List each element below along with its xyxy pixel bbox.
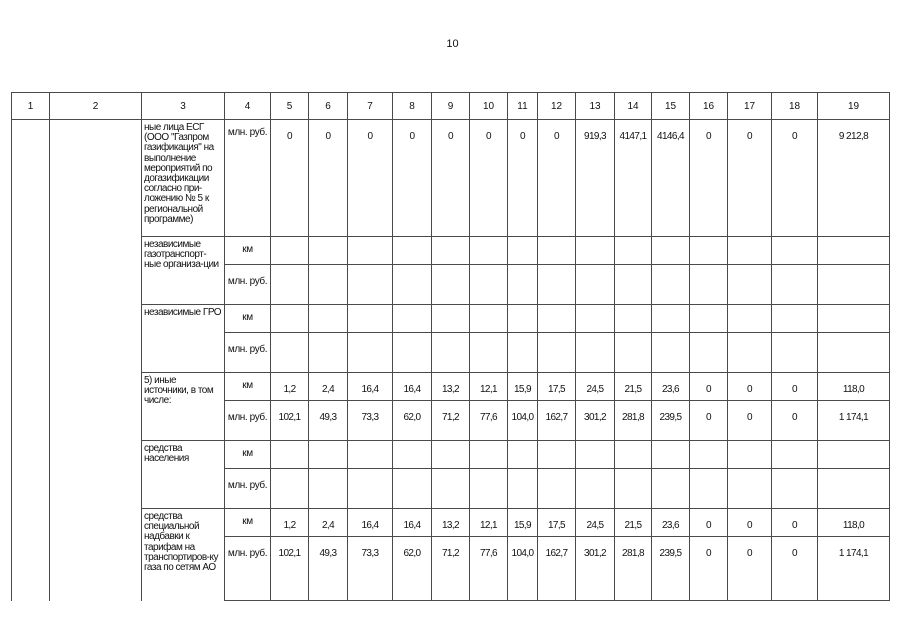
value-cell [348, 469, 393, 509]
column-number: 17 [728, 93, 772, 120]
value-cell: 49,3 [309, 537, 348, 601]
value-cell [508, 441, 538, 469]
value-cell [690, 305, 728, 333]
column-number: 3 [142, 93, 225, 120]
value-cell: 104,0 [508, 401, 538, 441]
value-cell [615, 237, 652, 265]
value-cell: 102,1 [271, 537, 309, 601]
unit-cell: млн. руб. [225, 469, 271, 509]
value-cell [818, 305, 890, 333]
row-description: средства специальной надбавки к тарифам на транспортиров-ку газа по сетям АО [142, 509, 225, 601]
value-cell [818, 265, 890, 305]
value-cell: 17,5 [538, 509, 576, 537]
unit-cell: млн. руб. [225, 537, 271, 601]
column-number: 7 [348, 93, 393, 120]
value-cell: 13,2 [432, 509, 470, 537]
value-cell: 281,8 [615, 401, 652, 441]
value-cell [728, 237, 772, 265]
value-cell [652, 305, 690, 333]
unit-cell: км [225, 509, 271, 537]
column-number: 10 [470, 93, 508, 120]
value-cell: 0 [772, 509, 818, 537]
value-cell: 162,7 [538, 401, 576, 441]
column-number: 14 [615, 93, 652, 120]
value-cell: 17,5 [538, 373, 576, 401]
value-cell: 21,5 [615, 373, 652, 401]
value-cell [538, 237, 576, 265]
value-cell: 0 [728, 537, 772, 601]
column-number: 12 [538, 93, 576, 120]
value-cell [576, 305, 615, 333]
value-cell [690, 441, 728, 469]
row-description: средства населения [142, 441, 225, 509]
value-cell [772, 237, 818, 265]
value-cell [818, 469, 890, 509]
value-cell: 12,1 [470, 509, 508, 537]
value-cell: 102,1 [271, 401, 309, 441]
value-cell [432, 333, 470, 373]
value-cell: 71,2 [432, 401, 470, 441]
unit-cell: км [225, 305, 271, 333]
row-description: независимые газотранспорт-ные организа-ции [142, 237, 225, 305]
value-cell: 15,9 [508, 373, 538, 401]
value-cell: 0 [772, 537, 818, 601]
value-cell: 2,4 [309, 373, 348, 401]
value-cell: 49,3 [309, 401, 348, 441]
value-cell [393, 265, 432, 305]
value-cell [615, 441, 652, 469]
value-cell [818, 441, 890, 469]
value-cell [348, 237, 393, 265]
value-cell [728, 469, 772, 509]
column-number: 9 [432, 93, 470, 120]
value-cell: 0 [271, 120, 309, 237]
value-cell: 77,6 [470, 537, 508, 601]
value-cell [393, 237, 432, 265]
value-cell: 0 [690, 120, 728, 237]
value-cell: 24,5 [576, 373, 615, 401]
value-cell [393, 441, 432, 469]
value-cell [470, 237, 508, 265]
value-cell [576, 469, 615, 509]
value-cell: 16,4 [393, 373, 432, 401]
column-number: 6 [309, 93, 348, 120]
table-row [12, 120, 890, 237]
value-cell [508, 265, 538, 305]
value-cell: 0 [690, 509, 728, 537]
value-cell [271, 237, 309, 265]
value-cell: 77,6 [470, 401, 508, 441]
column-number: 11 [508, 93, 538, 120]
column-number: 18 [772, 93, 818, 120]
value-cell [393, 333, 432, 373]
value-cell: 16,4 [348, 509, 393, 537]
value-cell: 24,5 [576, 509, 615, 537]
value-cell [576, 441, 615, 469]
value-cell: 1 174,1 [818, 401, 890, 441]
value-cell: 73,3 [348, 537, 393, 601]
value-cell [615, 333, 652, 373]
value-cell [432, 237, 470, 265]
value-cell [652, 469, 690, 509]
value-cell: 2,4 [309, 509, 348, 537]
value-cell: 23,6 [652, 373, 690, 401]
value-cell [309, 333, 348, 373]
value-cell: 71,2 [432, 537, 470, 601]
unit-cell: км [225, 373, 271, 401]
value-cell: 301,2 [576, 401, 615, 441]
value-cell [508, 237, 538, 265]
value-cell: 16,4 [348, 373, 393, 401]
row-description: ные лица ЕСГ (ООО "Газпром газификация" на выполнение мероприятий по догазификации согласно при-ложению № 5 к региональной программе) [142, 120, 225, 237]
value-cell: 4147,1 [615, 120, 652, 237]
value-cell: 0 [772, 401, 818, 441]
value-cell: 0 [690, 537, 728, 601]
value-cell [538, 265, 576, 305]
value-cell: 0 [470, 120, 508, 237]
value-cell [271, 469, 309, 509]
unit-cell: млн. руб. [225, 333, 271, 373]
value-cell: 0 [348, 120, 393, 237]
unit-cell: км [225, 441, 271, 469]
column-number: 13 [576, 93, 615, 120]
table-row [12, 237, 890, 265]
value-cell [393, 305, 432, 333]
value-cell: 281,8 [615, 537, 652, 601]
value-cell [470, 333, 508, 373]
value-cell [772, 441, 818, 469]
value-cell: 21,5 [615, 509, 652, 537]
value-cell [652, 237, 690, 265]
value-cell [772, 305, 818, 333]
column-number: 15 [652, 93, 690, 120]
unit-cell: млн. руб. [225, 265, 271, 305]
value-cell: 104,0 [508, 537, 538, 601]
value-cell: 13,2 [432, 373, 470, 401]
value-cell [772, 333, 818, 373]
value-cell: 4146,4 [652, 120, 690, 237]
unit-cell: млн. руб. [225, 120, 271, 237]
value-cell: 118,0 [818, 509, 890, 537]
row-description: 5) иные источники, в том числе: [142, 373, 225, 441]
value-cell [576, 333, 615, 373]
value-cell [470, 265, 508, 305]
value-cell [508, 333, 538, 373]
value-cell [615, 265, 652, 305]
value-cell: 0 [690, 373, 728, 401]
value-cell [652, 265, 690, 305]
value-cell [576, 237, 615, 265]
value-cell [690, 469, 728, 509]
value-cell: 0 [393, 120, 432, 237]
value-cell: 0 [432, 120, 470, 237]
column-number: 4 [225, 93, 271, 120]
value-cell: 0 [690, 401, 728, 441]
column-number: 2 [50, 93, 142, 120]
unit-cell: млн. руб. [225, 401, 271, 441]
value-cell [576, 265, 615, 305]
value-cell: 1 174,1 [818, 537, 890, 601]
value-cell: 0 [728, 120, 772, 237]
value-cell [508, 469, 538, 509]
unit-cell: км [225, 237, 271, 265]
value-cell [538, 469, 576, 509]
value-cell [728, 441, 772, 469]
value-cell: 62,0 [393, 401, 432, 441]
value-cell [690, 265, 728, 305]
value-cell: 301,2 [576, 537, 615, 601]
blank-cell-col2 [50, 120, 142, 601]
value-cell: 12,1 [470, 373, 508, 401]
table-row [12, 305, 890, 333]
value-cell: 1,2 [271, 509, 309, 537]
value-cell [271, 265, 309, 305]
value-cell [348, 305, 393, 333]
value-cell: 0 [772, 373, 818, 401]
value-cell [538, 333, 576, 373]
column-number: 1 [12, 93, 50, 120]
value-cell: 0 [728, 373, 772, 401]
column-number: 19 [818, 93, 890, 120]
row-description: независимые ГРО [142, 305, 225, 373]
column-number: 8 [393, 93, 432, 120]
value-cell [728, 265, 772, 305]
table-row [12, 441, 890, 469]
value-cell [393, 469, 432, 509]
value-cell [818, 237, 890, 265]
value-cell: 162,7 [538, 537, 576, 601]
value-cell [538, 441, 576, 469]
value-cell: 0 [309, 120, 348, 237]
value-cell: 919,3 [576, 120, 615, 237]
column-number: 16 [690, 93, 728, 120]
value-cell: 0 [508, 120, 538, 237]
value-cell [615, 305, 652, 333]
data-table [11, 92, 890, 601]
value-cell [432, 265, 470, 305]
value-cell [818, 333, 890, 373]
value-cell [728, 333, 772, 373]
value-cell: 118,0 [818, 373, 890, 401]
table-row [12, 509, 890, 537]
value-cell: 73,3 [348, 401, 393, 441]
value-cell: 15,9 [508, 509, 538, 537]
value-cell: 0 [728, 401, 772, 441]
blank-cell-col1 [12, 120, 50, 601]
column-number: 5 [271, 93, 309, 120]
value-cell: 0 [538, 120, 576, 237]
value-cell: 23,6 [652, 509, 690, 537]
value-cell [432, 305, 470, 333]
value-cell [470, 305, 508, 333]
value-cell [470, 469, 508, 509]
table-row [12, 373, 890, 401]
value-cell: 0 [772, 120, 818, 237]
value-cell: 239,5 [652, 537, 690, 601]
value-cell [652, 333, 690, 373]
value-cell: 239,5 [652, 401, 690, 441]
value-cell [348, 333, 393, 373]
value-cell: 1,2 [271, 373, 309, 401]
value-cell [271, 441, 309, 469]
value-cell [271, 305, 309, 333]
value-cell [538, 305, 576, 333]
value-cell [271, 333, 309, 373]
value-cell [615, 469, 652, 509]
value-cell [728, 305, 772, 333]
page-number: 10 [446, 38, 459, 50]
column-number-row [12, 93, 890, 120]
value-cell: 16,4 [393, 509, 432, 537]
value-cell: 0 [728, 509, 772, 537]
value-cell [309, 469, 348, 509]
value-cell [690, 333, 728, 373]
value-cell [348, 441, 393, 469]
value-cell [772, 469, 818, 509]
value-cell [690, 237, 728, 265]
value-cell [309, 265, 348, 305]
value-cell [508, 305, 538, 333]
value-cell: 9 212,8 [818, 120, 890, 237]
value-cell [470, 441, 508, 469]
value-cell [309, 237, 348, 265]
value-cell [348, 265, 393, 305]
value-cell [432, 441, 470, 469]
value-cell [309, 441, 348, 469]
value-cell [772, 265, 818, 305]
value-cell [432, 469, 470, 509]
value-cell [309, 305, 348, 333]
value-cell [652, 441, 690, 469]
value-cell: 62,0 [393, 537, 432, 601]
